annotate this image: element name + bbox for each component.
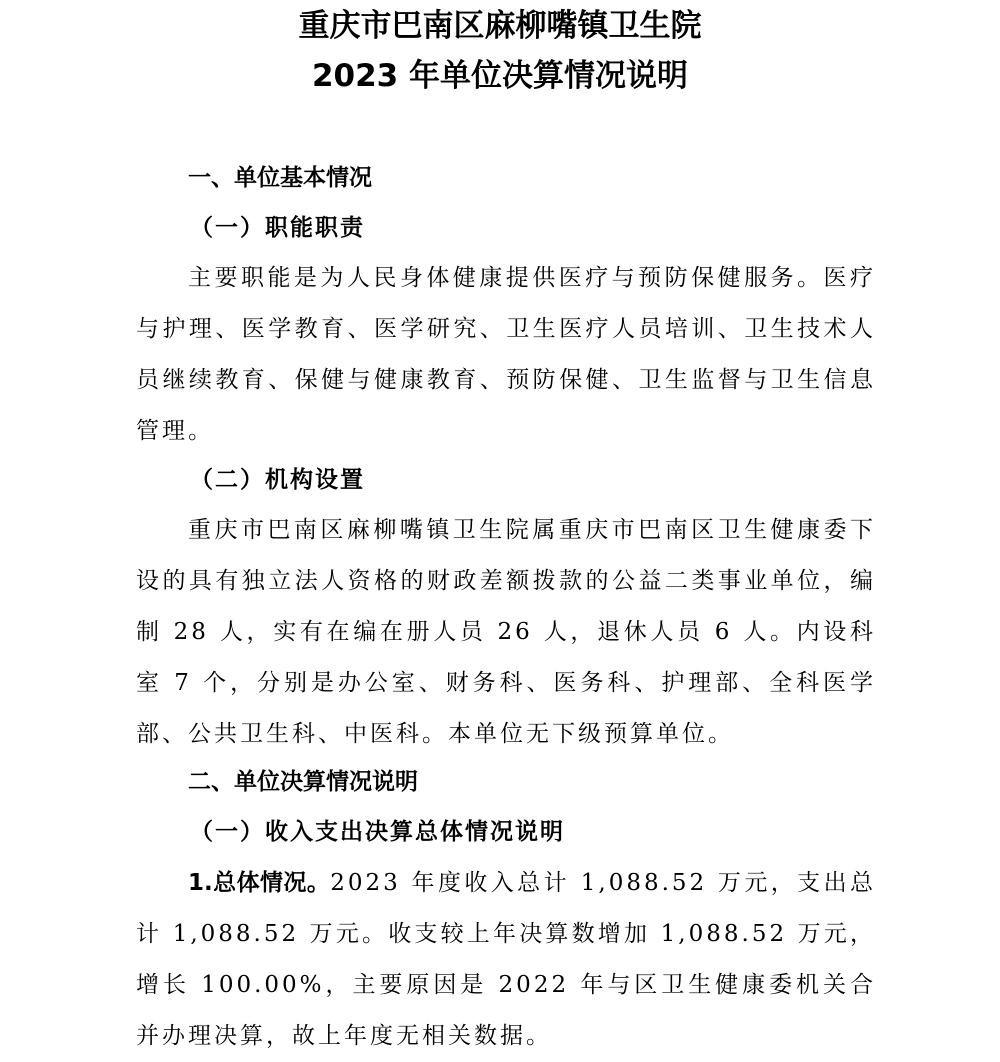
document-title-line2: 2023 年单位决算情况说明	[311, 58, 689, 94]
section1-sub1-heading: （一）职能职责	[190, 214, 365, 241]
overview-text: 2023 年度收入总计 1,088.52 万元，支出总计 1,088.52 万元。收支较上年决算数增加 1,088.52 万元，增长 100.00%，主要原因是 2022 年与区卫生健康委机关合并办理决算，故上年度无相关数据。	[136, 870, 876, 1049]
section2-heading: 二、单位决算情况说明	[188, 769, 418, 795]
overview-lead: 1.总体情况。	[188, 870, 331, 896]
section2-sub1-paragraph	[136, 858, 876, 1062]
section1-heading: 一、单位基本情况	[188, 165, 372, 191]
section1-sub1-paragraph: 主要职能是为人民身体健康提供医疗与预防保健服务。医疗与护理、医学教育、医学研究、卫生医疗人员培训、卫生技术人员继续教育、保健与健康教育、预防保健、卫生监督与卫生信息管理。	[136, 265, 876, 444]
document-title-line1: 重庆市巴南区麻柳嘴镇卫生院	[298, 8, 702, 44]
section2-sub1-heading: （一）收入支出决算总体情况说明	[190, 818, 565, 845]
section1-sub2-heading: （二）机构设置	[190, 466, 365, 493]
section1-sub2-paragraph: 重庆市巴南区麻柳嘴镇卫生院属重庆市巴南区卫生健康委下设的具有独立法人资格的财政差额拨款的公益二类事业单位，编制 28 人，实有在编在册人员 26 人，退休人员 6 人。内设科室 7 个，分别是办公室、财务科、医务科、护理部、全科医学部、公共卫生科、中医科。本单位无下级预算单位。	[136, 517, 876, 747]
